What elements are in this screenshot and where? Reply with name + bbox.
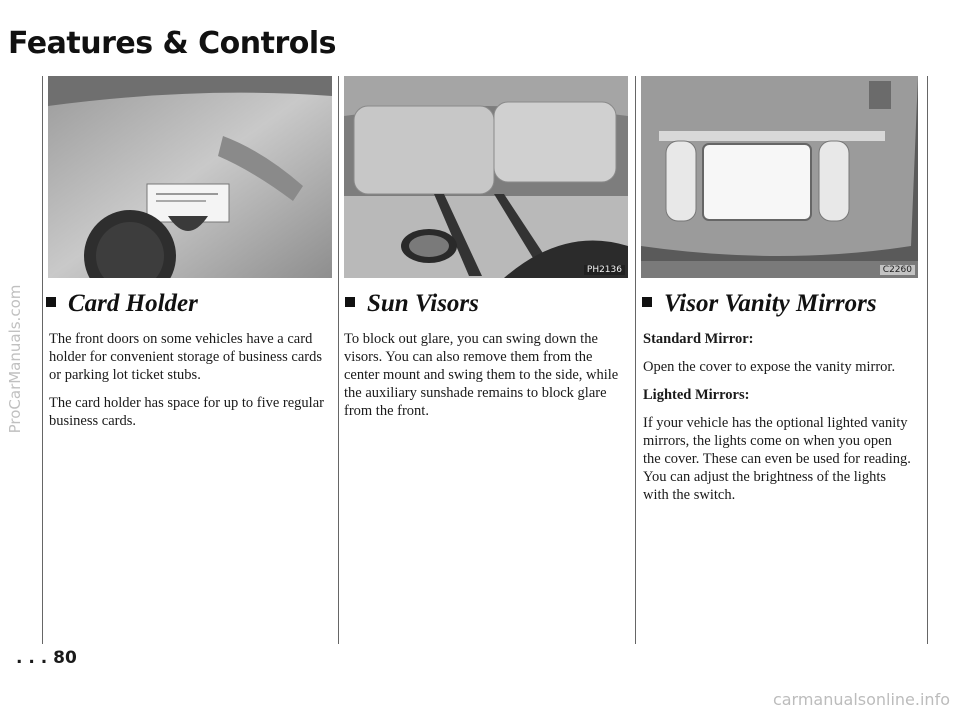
photo-code: PH2136 bbox=[584, 265, 625, 275]
watermark-bottom: carmanualsonline.info bbox=[772, 690, 950, 709]
card-holder-photo bbox=[48, 76, 332, 278]
paragraph: The card holder has space for up to five regular business cards. bbox=[49, 395, 324, 429]
paragraph: Open the cover to expose the vanity mirror. bbox=[643, 359, 896, 375]
column-rule bbox=[927, 76, 928, 644]
column-rule bbox=[42, 76, 43, 644]
square-bullet-icon bbox=[345, 297, 355, 307]
page-number: . . . 80 bbox=[16, 648, 77, 668]
sun-visors-text bbox=[344, 330, 627, 430]
paragraph: To block out glare, you can swing down the visors. You can also remove them from the center mount and swing them to the side, while the auxiliary sunshade remains to block glare from the front. bbox=[344, 331, 619, 419]
paragraph: The front doors on some vehicles have a card holder for convenient storage of business cards or parking lot ticket stubs. bbox=[49, 331, 323, 383]
vanity-mirror-photo bbox=[641, 76, 918, 278]
square-bullet-icon bbox=[642, 297, 652, 307]
square-bullet-icon bbox=[46, 297, 56, 307]
watermark-left: ProCarManuals.com bbox=[6, 284, 24, 434]
subheading-lighted-mirrors: Lighted Mirrors: bbox=[643, 387, 750, 403]
card-holder-heading: Card Holder bbox=[46, 290, 198, 318]
sun-visors-photo bbox=[344, 76, 628, 278]
subheading-standard-mirror: Standard Mirror: bbox=[643, 331, 754, 347]
vanity-mirrors-text bbox=[643, 330, 913, 514]
sun-visors-heading: Sun Visors bbox=[345, 290, 479, 318]
paragraph: If your vehicle has the optional lighted vanity mirrors, the lights come on when you open the cover. These can even be used for reading. You can adjust the brightness of the lights with the switch. bbox=[643, 415, 911, 503]
photo-code: C2260 bbox=[880, 265, 915, 275]
page-title: Features & Controls bbox=[8, 26, 336, 61]
visor-vanity-mirrors-heading: Visor Vanity Mirrors bbox=[642, 290, 877, 318]
column-rule bbox=[635, 76, 636, 644]
column-rule bbox=[338, 76, 339, 644]
card-holder-text bbox=[49, 330, 324, 440]
